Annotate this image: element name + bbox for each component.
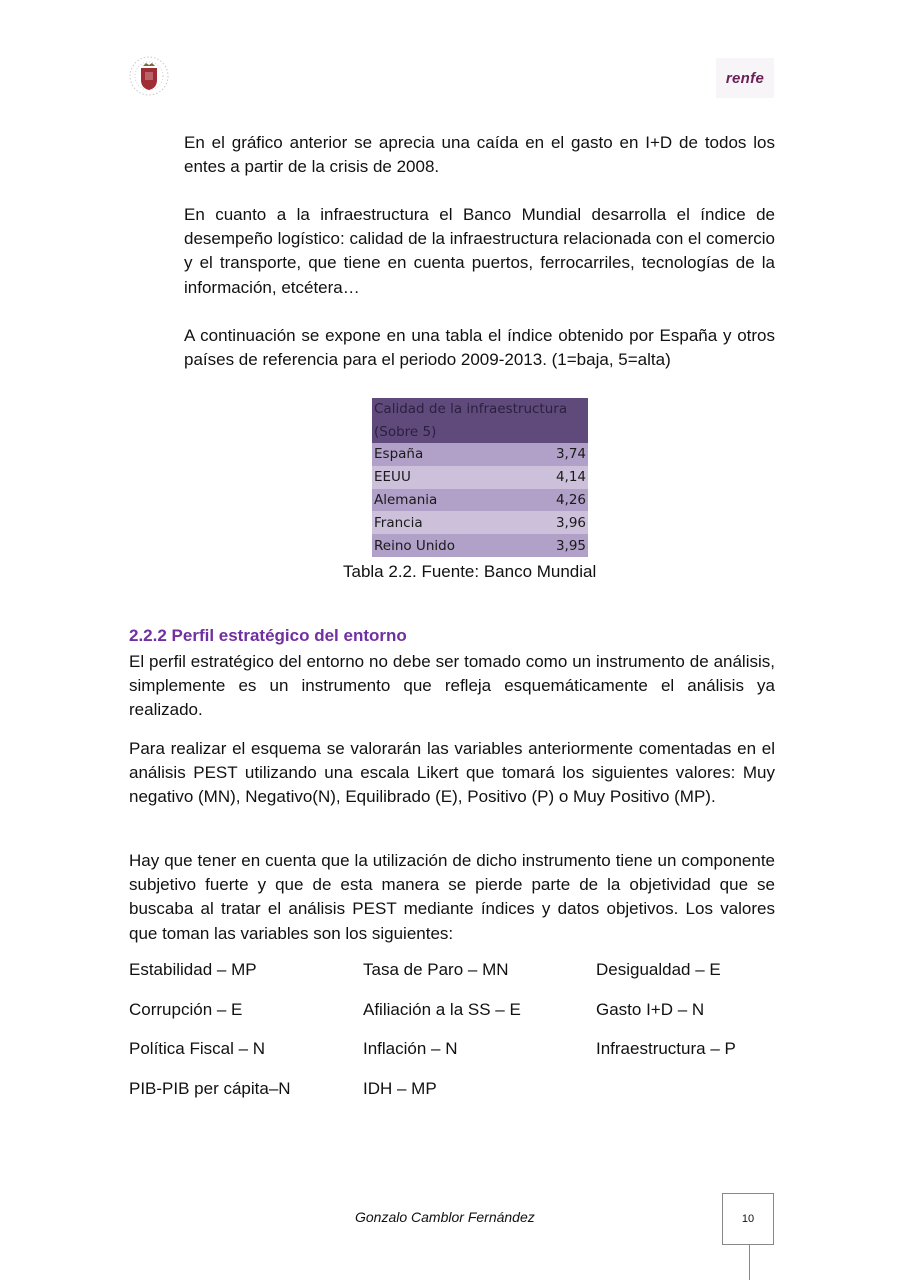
table-row <box>372 489 588 512</box>
table-row <box>372 443 588 466</box>
variables-row <box>129 1000 775 1040</box>
table-header-subtitle: (Sobre 5) <box>372 421 588 444</box>
variable-item: Infraestructura – P <box>596 1039 736 1058</box>
value-cell: 3,95 <box>526 534 588 557</box>
variable-item: Desigualdad – E <box>596 960 721 979</box>
university-crest-logo <box>128 52 170 100</box>
variable-item: IDH – MP <box>363 1078 437 1098</box>
country-cell: Reino Unido <box>372 534 526 557</box>
page-number: 10 <box>741 1213 755 1225</box>
variables-row <box>129 1039 775 1079</box>
table-header-title: Calidad de la infraestructura <box>372 398 588 421</box>
variable-item: Gasto I+D – N <box>596 999 705 1019</box>
variable-item: PIB-PIB per cápita–N <box>129 1078 291 1098</box>
variable-item: Inflación – N <box>363 1039 458 1058</box>
country-cell: España <box>372 443 526 466</box>
table-caption: Tabla 2.2. Fuente: Banco Mundial <box>343 562 597 581</box>
paragraph-intro-3: A continuación se expone en una tabla el índice obtenido por España y otros países de referencia para el periodo 2009-2013. (1=baja, 5=alta) <box>184 326 775 370</box>
table-row <box>372 534 588 557</box>
variable-item: Tasa de Paro – MN <box>363 960 509 979</box>
variable-item: Corrupción – E <box>129 999 243 1019</box>
page-number-box <box>722 1193 774 1245</box>
value-cell: 4,26 <box>526 489 588 512</box>
table-row <box>372 466 588 489</box>
value-cell: 3,74 <box>526 443 588 466</box>
table-header-row <box>372 421 588 444</box>
section-heading: 2.2.2 Perfil estratégico del entorno <box>129 626 407 645</box>
section-paragraph-1: El perfil estratégico del entorno no debe ser tomado como un instrumento de análisis, simplemente es un instrumento que refleja esquemáticamente el análisis ya realizado. <box>129 652 775 720</box>
paragraph-intro-2: En cuanto a la infraestructura el Banco Mundial desarrolla el índice de desempeño logístico: calidad de la infraestructura relacionada con el comercio y el transporte, que tiene en cuenta puertos, ferrocarriles, tecnologías de la información, etcétera… <box>184 205 775 297</box>
table-row <box>372 511 588 534</box>
variable-item: Política Fiscal – N <box>129 1039 266 1058</box>
value-cell: 4,14 <box>526 466 588 489</box>
paragraph-intro-1: En el gráfico anterior se aprecia una caída en el gasto en I+D de todos los entes a partir de la crisis de 2008. <box>184 133 775 177</box>
renfe-logo: renfe <box>716 58 774 98</box>
variable-item: Afiliación a la SS – E <box>363 999 521 1019</box>
country-cell: EEUU <box>372 466 526 489</box>
table-header-row <box>372 398 588 421</box>
country-cell: Alemania <box>372 489 526 512</box>
section-paragraph-3: Hay que tener en cuenta que la utilización de dicho instrumento tiene un componente subjetivo fuerte y que de esta manera se pierde parte de la objetividad que se buscaba al tratar el análisis PEST mediante índices y datos objetivos. Los valores que toman las variables son los siguientes: <box>129 851 775 943</box>
variables-grid <box>129 960 775 1118</box>
page-number-connector-line <box>749 1245 750 1280</box>
variable-item: Estabilidad – MP <box>129 960 257 979</box>
variables-row <box>129 960 775 1000</box>
infrastructure-quality-table <box>372 398 588 557</box>
section-paragraph-2: Para realizar el esquema se valorarán las variables anteriormente comentadas en el análisis PEST utilizando una escala Likert que tomará los siguientes valores: Muy negativo (MN), Negativo(N), Equilibrado (E), Positivo (P) o Muy Positivo (MP). <box>129 739 775 807</box>
variables-row <box>129 1079 775 1119</box>
country-cell: Francia <box>372 511 526 534</box>
footer-author: Gonzalo Camblor Fernández <box>355 1209 535 1225</box>
value-cell: 3,96 <box>526 511 588 534</box>
